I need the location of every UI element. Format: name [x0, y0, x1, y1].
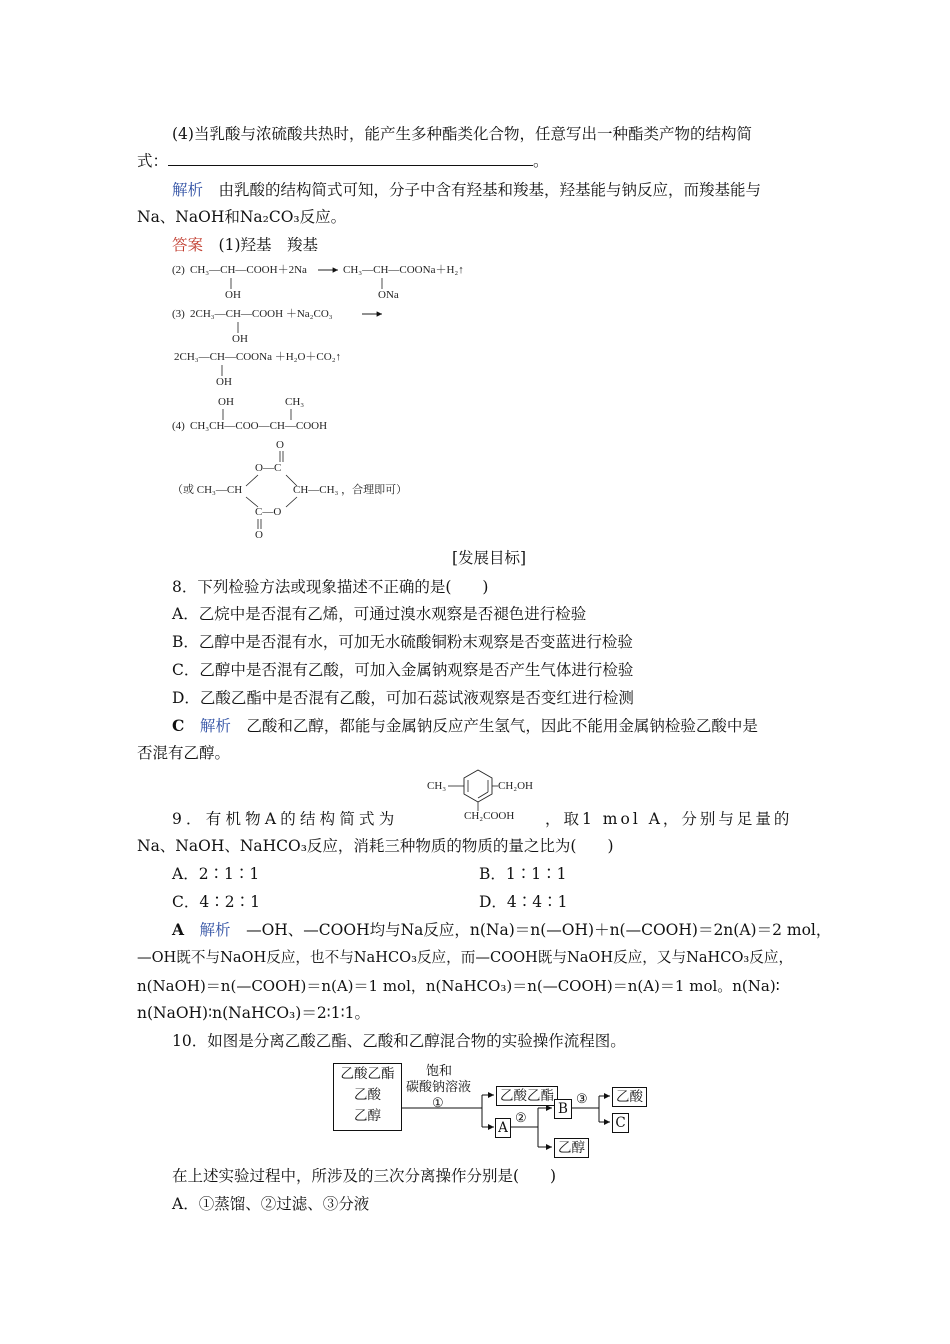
flow-step1: ① [432, 1096, 444, 1111]
q9-ch2oh: CH₂OH [498, 780, 534, 792]
eq2-ona: ONa [378, 289, 399, 301]
eq3-oh: OH [232, 333, 248, 345]
q10-option-a: A．①蒸馏、②过滤、③分液 [172, 1195, 370, 1213]
q8-analysis-text: 乙酸和乙醇，都能与金属钠反应产生氢气，因此不能用金属钠检验乙酸中是 [246, 717, 758, 735]
q4-suffix: 。 [533, 152, 549, 170]
ring-o-bottom: O [255, 529, 263, 541]
q9-stem-line2: Na、NaOH、NaHCO₃反应，消耗三种物质的物质的量之比为( ) [137, 837, 614, 855]
eq2-oh: OH [225, 289, 241, 301]
flow-acid-box: 乙酸 [612, 1087, 647, 1107]
section-title: [发展目标] [452, 549, 527, 567]
flow-reagent1: 饱和 [426, 1064, 453, 1079]
q10-stem: 10．如图是分离乙酸乙酯、乙酸和乙醇混合物的实验操作流程图。 [172, 1032, 626, 1050]
q9-analysis-line3: n(NaOH)＝n(—COOH)＝n(A)＝1 mol，n(NaHCO₃)＝n(—COOH)＝n(A)＝1 mol。n(Na)∶ [137, 977, 780, 995]
q4-line1: (4)当乳酸与浓硫酸共热时，能产生多种酯类化合物，任意写出一种酯类产物的结构简 [172, 125, 752, 143]
q8-analysis-line2: 否混有乙醇。 [137, 744, 231, 762]
flow-a-box: A [495, 1118, 511, 1138]
q8-option-d: D．乙酸乙酯中是否混有乙酸，可加石蕊试液观察是否变红进行检测 [172, 689, 634, 707]
q9-analysis-text: —OH、—COOH均与Na反应，n(Na)＝n(—OH)＋n(—COOH)＝2n(A)＝2 mol， [246, 921, 832, 939]
answer-label: 答案 [172, 236, 204, 254]
q9-analysis-line4: n(NaOH)∶n(NaHCO₃)＝2∶1∶1。 [137, 1004, 370, 1022]
ring-right: CH—CH₃ ，合理即可） [293, 484, 408, 496]
flow-mix-acid: 乙酸 [354, 1087, 381, 1103]
q8-stem: 8．下列检验方法或现象描述不正确的是( ) [172, 578, 489, 596]
q9-stem-b: ，取1 mol A，分别与足量的 [545, 810, 793, 828]
q9-option-a: A．2∶1∶1 [172, 865, 260, 883]
q9-analysis-line2: —OH既不与NaOH反应，也不与NaHCO₃反应，而—COOH既与NaOH反应，又与NaHCO₃反应， [137, 949, 794, 966]
flow-reagent2: 碳酸钠溶液 [406, 1080, 472, 1095]
q9-ch2cooh: CH₂COOH [464, 810, 515, 822]
analysis-label: 解析 [199, 921, 231, 939]
eq4-main: CH₃CH—COO—CH—COOH [190, 420, 328, 432]
flow-c-box: C [612, 1113, 629, 1133]
q9-option-b: B．1∶1∶1 [479, 865, 567, 883]
q9-ch3: CH₃ [427, 780, 447, 792]
eq3-rhs-oh: OH [216, 376, 232, 388]
ring-bottom: C—O [255, 506, 282, 518]
q8-option-b: B．乙醇中是否混有水，可加无水硫酸铜粉末观察是否变蓝进行检验 [172, 633, 633, 651]
q9-answer: A [172, 920, 185, 939]
q4-prefix: 式： [137, 152, 169, 170]
flow-step3: ③ [576, 1092, 588, 1107]
flow-step2: ② [515, 1111, 527, 1126]
flow-mixture-box [333, 1063, 402, 1131]
eq3-lhs: 2CH₃—CH—COOH ＋Na₂CO₃ [190, 308, 333, 320]
flow-ethanol-box: 乙醇 [554, 1138, 589, 1158]
flow-mix-ethanol: 乙醇 [354, 1108, 381, 1124]
eq2-num: (2) [172, 264, 185, 276]
analysis7-line2: Na、NaOH和Na₂CO₃反应。 [137, 208, 347, 226]
ring-top: O—C [255, 462, 282, 474]
eq4-num: (4) [172, 420, 185, 432]
flow-ester-box: 乙酸乙酯 [496, 1086, 558, 1106]
flow-mix-ester: 乙酸乙酯 [340, 1066, 395, 1082]
q8-option-a: A．乙烷中是否混有乙烯，可通过溴水观察是否褪色进行检验 [172, 605, 587, 623]
eq3-num: (3) [172, 308, 185, 320]
eq2-rhs: CH₃—CH—COONa＋H₂↑ [343, 264, 464, 276]
q9-option-d: D．4∶4∶1 [479, 893, 568, 911]
flow-b-box: B [554, 1099, 572, 1119]
eq4-top-oh: OH [218, 396, 234, 408]
q9-stem-a: 9．有机物A的结构简式为 [172, 810, 399, 828]
q8-option-c: C．乙醇中是否混有乙酸，可加入金属钠观察是否产生气体进行检验 [172, 661, 634, 679]
analysis-label: 解析 [199, 717, 231, 735]
ring-o-top: O [276, 439, 284, 451]
eq4-top-ch3: CH₃ [285, 396, 305, 408]
q8-answer: C [172, 716, 185, 735]
ring-alt: （或 CH₃—CH [172, 484, 243, 496]
eq3-rhs: 2CH₃—CH—COONa ＋H₂O＋CO₂↑ [174, 351, 342, 363]
eq2-lhs: CH₃—CH—COOH＋2Na [190, 264, 307, 276]
answer7-part1: (1)羟基 羧基 [218, 236, 318, 254]
analysis7-text: 由乳酸的结构简式可知，分子中含有羟基和羧基，羟基能与钠反应，而羧基能与 [218, 181, 762, 199]
q9-option-c: C．4∶2∶1 [172, 893, 260, 911]
q10-question: 在上述实验过程中，所涉及的三次分离操作分别是( ) [172, 1167, 557, 1185]
analysis-label: 解析 [172, 181, 204, 199]
